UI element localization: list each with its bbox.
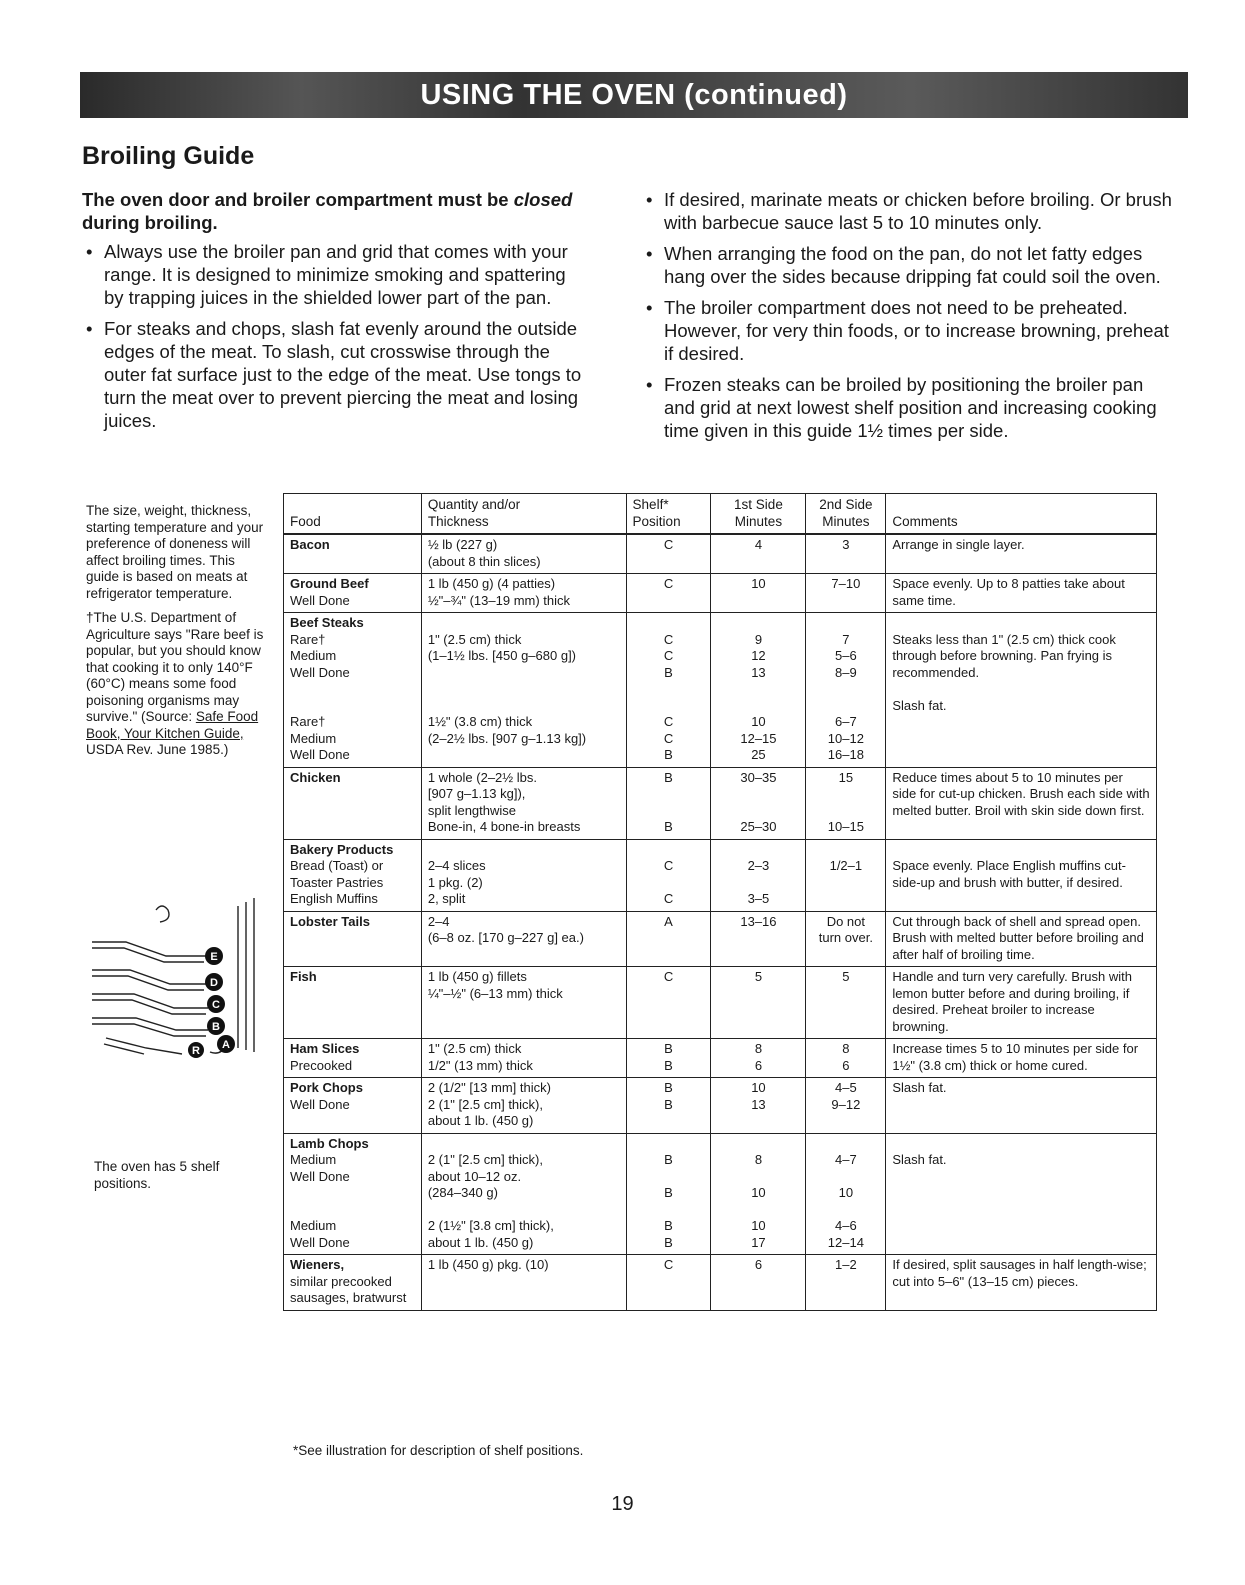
cell-first-side: 30–35 25–30 [711,767,806,839]
intro-right-column [642,188,1172,450]
food-detail: Bread (Toast) or Toaster Pastries English Muffins [290,858,384,906]
page-title: Broiling Guide [82,142,255,170]
bullet-item: • The broiler compartment does not need to be preheated. However, for very thin foods, or to increase browning, preheat if desired. [642,296,1172,365]
header-second-side: 2nd Side Minutes [806,494,886,535]
table-row [284,1255,1157,1311]
cell-quantity: ½ lb (227 g) (about 8 thin slices) [421,534,626,574]
footnote: *See illustration for description of shelf positions. [293,1443,584,1458]
cell-comments: Steaks less than 1" (2.5 cm) thick cook through before browning. Pan frying is recommended. Slash fat. [886,613,1157,768]
table-row [284,534,1157,574]
cell-second-side: 1–2 [806,1255,886,1311]
warning-text: The oven door and broiler compartment must be closed during broiling. [82,189,573,233]
header-comments: Comments [886,494,1157,535]
shelf-label-d: D [210,977,218,989]
table-row [284,839,1157,911]
header-quantity: Quantity and/or Thickness [421,494,626,535]
cell-first-side: 13–16 [711,911,806,967]
cell-shelf: B B [626,1039,711,1078]
cell-second-side: Do not turn over. [806,911,886,967]
food-name: Ham Slices [290,1041,360,1056]
cell-food [284,1078,422,1134]
food-detail: Well Done [290,1096,350,1112]
shelf-label-c: C [212,999,220,1011]
bullet-item: • Frozen steaks can be broiled by positioning the broiler pan and grid at next lowest shelf position and increasing cooking time given in this guide 1½ times per side. [642,373,1172,442]
shelf-label-e: E [210,951,218,963]
cell-shelf: B B B B [626,1133,711,1255]
cell-quantity: 2–4 (6–8 oz. [170 g–227 g] ea.) [421,911,626,967]
shelf-label-a: A [222,1039,230,1051]
food-name: Pork Chops [290,1080,363,1095]
cell-comments: Reduce times about 5 to 10 minutes per side for cut-up chicken. Brush each side with melted butter. Broil with skin side down first. [886,767,1157,839]
cell-shelf: C [626,967,711,1039]
header-first-side: 1st Side Minutes [711,494,806,535]
food-name: Wieners, [290,1257,345,1272]
cell-quantity: 2 (1" [2.5 cm] thick), about 10–12 oz. (284–340 g) 2 (1½" [3.8 cm] thick), about 1 lb. (450 g) [421,1133,626,1255]
cell-comments: Slash fat. [886,1078,1157,1134]
cell-shelf: C C B C C B [626,613,711,768]
cell-food [284,1133,422,1255]
cell-quantity: 1 whole (2–2½ lbs. [907 g–1.13 kg]), split lengthwise Bone-in, 4 bone-in breasts [421,767,626,839]
cell-food [284,767,422,839]
food-detail: similar precooked sausages, bratwurst [290,1273,407,1305]
cell-shelf: B B [626,767,711,839]
section-banner [80,72,1188,118]
bullet-item: • If desired, marinate meats or chicken before broiling. Or brush with barbecue sauce last 5 to 10 minutes only. [642,188,1172,234]
table-row [284,574,1157,613]
cell-comments: Cut through back of shell and spread open. Brush with melted butter before broiling and after half of broiling time. [886,911,1157,967]
cell-comments: Space evenly. Place English muffins cut-side-up and brush with butter, if desired. [886,839,1157,911]
cell-first-side: 5 [711,967,806,1039]
cell-second-side: 1/2–1 [806,839,886,911]
table-row [284,613,1157,768]
cell-first-side: 8 6 [711,1039,806,1078]
broiling-table [283,493,1157,1311]
food-name: Lobster Tails [290,913,370,929]
page-number: 19 [611,1493,634,1515]
table-row [284,911,1157,967]
cell-comments: Handle and turn very carefully. Brush with lemon butter before and during broiling, if desired. Preheat broiler to increase browning. [886,967,1157,1039]
cell-comments: If desired, split sausages in half length-wise; cut into 5–6" (13–15 cm) pieces. [886,1255,1157,1311]
food-name: Bakery Products [290,841,394,857]
cell-first-side: 10 13 [711,1078,806,1134]
shelf-positions-illustration [86,898,266,1058]
food-detail: Well Done [290,592,350,608]
table-row [284,767,1157,839]
cell-shelf: C [626,1255,711,1311]
food-name: Ground Beef [290,576,369,591]
cell-second-side: 3 [806,534,886,574]
cell-second-side: 4–5 9–12 [806,1078,886,1134]
cell-first-side: 4 [711,534,806,574]
cell-second-side: 15 10–15 [806,767,886,839]
banner-title: USING THE OVEN (continued) [420,78,848,111]
food-name: Fish [290,969,317,984]
food-name: Lamb Chops [290,1135,369,1151]
cell-quantity: 1" (2.5 cm) thick 1/2" (13 mm) thick [421,1039,626,1078]
bullet-item: • When arranging the food on the pan, do not let fatty edges hang over the sides because dripping fat could soil the oven. [642,242,1172,288]
cell-quantity: 1 lb (450 g) (4 patties) ½"–¾" (13–19 mm) thick [421,574,626,613]
cell-food [284,839,422,911]
cell-second-side: 8 6 [806,1039,886,1078]
food-name: Chicken [290,769,341,785]
cell-second-side: 7 5–6 8–9 6–7 10–12 16–18 [806,613,886,768]
right-bullet-list [642,188,1172,442]
cell-first-side: 2–3 3–5 [711,839,806,911]
cell-shelf: B B [626,1078,711,1134]
cell-first-side: 8 10 10 17 [711,1133,806,1255]
cell-shelf: A [626,911,711,967]
table-row [284,967,1157,1039]
cell-comments: Space evenly. Up to 8 patties take about same time. [886,574,1157,613]
cell-quantity: 2–4 slices 1 pkg. (2) 2, split [421,839,626,911]
cell-comments: Slash fat. [886,1133,1157,1255]
cell-comments: Increase times 5 to 10 minutes per side for 1½" (3.8 cm) thick or home cured. [886,1039,1157,1078]
sidenote-general: The size, weight, thickness, starting temperature and your preference of doneness will affect broiling times. This guide is based on meats at refrigerator temperature. [86,503,264,601]
cell-food [284,534,422,574]
cell-first-side: 6 [711,1255,806,1311]
cell-quantity: 1 lb (450 g) pkg. (10) [421,1255,626,1311]
table-header-row [284,494,1157,535]
cell-shelf: C [626,574,711,613]
sidenote [86,503,266,767]
rack-caption: The oven has 5 shelf positions. [94,1159,220,1191]
source-title: Safe Food Book, Your Kitchen Guide, [86,709,259,741]
table-row [284,1078,1157,1134]
header-shelf: Shelf* Position [626,494,711,535]
cell-quantity: 2 (1/2" [13 mm] thick) 2 (1" [2.5 cm] thick), about 1 lb. (450 g) [421,1078,626,1134]
sidenote-usda: †The U.S. Department of Agriculture says "Rare beef is popular, but you should know that cooking it to only 140°F (60°C) means some food poisoning organisms may survive." (Source: Safe Food Book, Your Kitchen Guide, USDA Rev. June 1985.) [86,610,264,757]
cell-comments: Arrange in single layer. [886,534,1157,574]
bullet-item: • Always use the broiler pan and grid that comes with your range. It is designed to minimize smoking and spattering by trapping juices in the shielded lower part of the pan. [82,240,582,309]
shelf-label-b: B [212,1021,220,1033]
cell-food [284,574,422,613]
cell-food [284,911,422,967]
intro-left-column [82,188,582,440]
food-name: Beef Steaks [290,615,364,630]
cell-first-side: 10 [711,574,806,613]
cell-first-side: 9 12 13 10 12–15 25 [711,613,806,768]
cell-shelf: C [626,534,711,574]
bullet-item: • For steaks and chops, slash fat evenly around the outside edges of the meat. To slash, cut crosswise through the outer fat surface just to the edge of the meat. Use tongs to turn the meat over to prevent piercing the meat and losing juices. [82,317,582,432]
cell-quantity: 1" (2.5 cm) thick (1–1½ lbs. [450 g–680 g]) 1½" (3.8 cm) thick (2–2½ lbs. [907 g–1.13 kg]) [421,613,626,768]
cell-food [284,1039,422,1078]
table-row [284,1133,1157,1255]
cell-food [284,1255,422,1311]
left-bullet-list [82,240,582,432]
cell-second-side: 7–10 [806,574,886,613]
cell-food [284,613,422,768]
cell-food [284,967,422,1039]
food-detail: Precooked [290,1057,353,1073]
header-food: Food [284,494,422,535]
shelf-label-r: R [192,1045,200,1057]
table-row [284,1039,1157,1078]
cell-second-side: 5 [806,967,886,1039]
food-detail: Medium Well Done Medium Well Done [290,1152,350,1250]
food-name: Bacon [290,537,330,552]
food-detail: Rare† Medium Well Done Rare† Medium Well Done [290,631,350,762]
cell-quantity: 1 lb (450 g) fillets ¼"–½" (6–13 mm) thick [421,967,626,1039]
cell-second-side: 4–7 10 4–6 12–14 [806,1133,886,1255]
cell-shelf: C C [626,839,711,911]
